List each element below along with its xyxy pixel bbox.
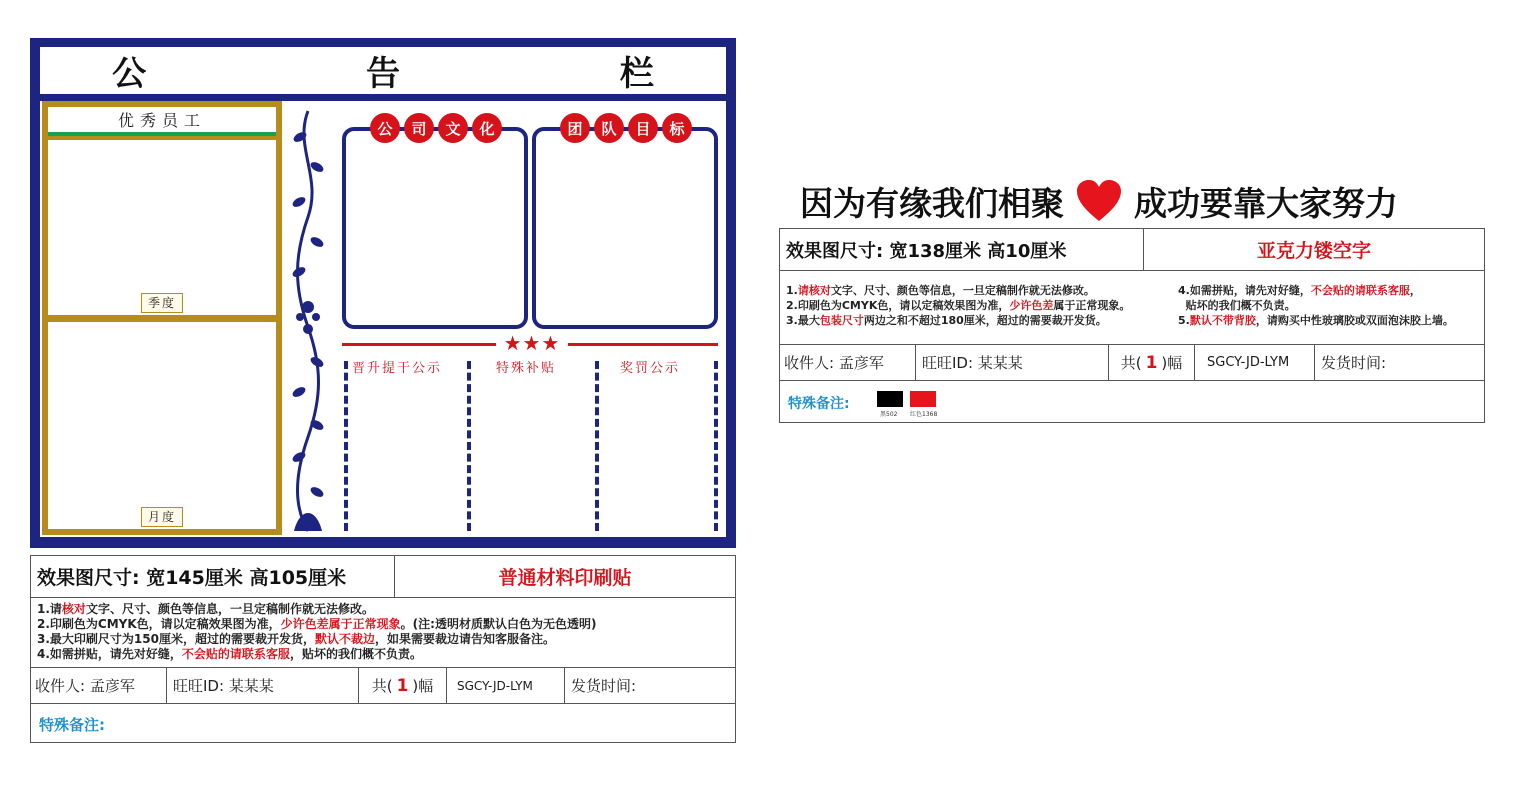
note-text: 。(注:透明材质默认白色为无色透明) <box>400 617 597 631</box>
notes-list <box>37 602 731 662</box>
ship-time-label: 发货时间: <box>571 677 637 695</box>
order-code: SGCY-JD-LYM <box>1195 345 1315 380</box>
piece-count <box>359 668 447 703</box>
note-text: ，如果需要裁边请告知客服备注。 <box>374 632 555 646</box>
note-line <box>1178 298 1482 313</box>
note-highlight: 少许色差属于正常现象 <box>280 617 401 631</box>
wangwang-id-text: 旺旺ID: 某某某 <box>916 345 1109 380</box>
note-text: 属于正常现象。 <box>1053 299 1131 312</box>
note-highlight: 核对 <box>61 602 86 616</box>
note-text: 1. <box>786 284 798 297</box>
note-text: 文字、尺寸、颜色等信息，一旦定稿制作就无法修改。 <box>830 284 1095 297</box>
note-line <box>37 617 731 632</box>
order-info-table-2 <box>779 228 1485 423</box>
color-swatch-black <box>877 391 903 407</box>
count-value: 1 <box>1145 352 1158 373</box>
color-swatch-red <box>910 391 936 407</box>
culture-char: 司 <box>404 113 434 143</box>
recipient-text: 收件人: 孟彦军 <box>780 345 916 380</box>
recipient-row <box>31 668 735 704</box>
count-prefix: 共( <box>1120 354 1142 372</box>
note-highlight: 不会贴的请联系客服 <box>1310 284 1410 297</box>
recipient-row <box>780 345 1484 381</box>
note-highlight: 少许色差 <box>1009 299 1054 312</box>
note-highlight: 默认不裁边 <box>314 632 375 646</box>
culture-char: 公 <box>370 113 400 143</box>
note-highlight: 默认不带背胶 <box>1189 314 1256 327</box>
notes-row <box>780 271 1484 345</box>
note-line <box>1178 283 1482 298</box>
team-goal-label <box>560 113 692 143</box>
count-prefix: 共( <box>371 677 393 695</box>
note-line <box>37 602 731 617</box>
bulletin-board <box>30 38 758 548</box>
note-text: 2.印刷色为CMYK色，请以定稿效果图为准， <box>786 299 1010 312</box>
note-line <box>786 313 1176 328</box>
promotion-notice-label: 晋升提干公示 <box>352 361 443 376</box>
board-title <box>40 47 758 94</box>
size-row <box>31 556 735 598</box>
heart-icon <box>1074 178 1124 224</box>
notes-row <box>31 598 735 668</box>
note-line <box>786 298 1176 313</box>
special-note-label: 特殊备注: <box>39 715 105 734</box>
size-row <box>780 229 1484 271</box>
board-body <box>40 101 726 537</box>
special-subsidy-label: 特殊补贴 <box>496 361 557 376</box>
note-text: 1.请 <box>37 602 62 616</box>
reward-penalty-label: 奖罚公示 <box>620 361 681 376</box>
month-panel <box>48 322 276 529</box>
count-suffix: )幅 <box>1161 354 1183 372</box>
note-text: 3.最大 <box>786 314 820 327</box>
goal-char: 标 <box>662 113 692 143</box>
goal-char: 目 <box>628 113 658 143</box>
goal-char: 队 <box>594 113 624 143</box>
excellent-staff-frame <box>42 101 282 535</box>
note-text: ，请购买中性玻璃胶或双面泡沫胶上墙。 <box>1255 314 1454 327</box>
note-text: 4.如需拼贴，请先对好缝， <box>1178 284 1311 297</box>
dashed-column-border <box>344 361 348 531</box>
month-tag: 月度 <box>141 507 183 527</box>
star-row: ★★★ <box>496 331 568 355</box>
slogan-right: 成功要靠大家努力 <box>1134 183 1398 223</box>
swatch-label: 红色1368 <box>910 411 938 418</box>
culture-char: 化 <box>472 113 502 143</box>
quarter-panel <box>48 140 276 315</box>
team-goal-box <box>532 127 718 329</box>
slogan-left: 因为有缘我们相聚 <box>800 183 1064 223</box>
notes-list-right <box>1178 283 1482 328</box>
order-code: SGCY-JD-LYM <box>447 668 565 703</box>
board-title-text: 公 告 栏 <box>112 54 758 94</box>
note-line <box>786 283 1176 298</box>
quarter-tag: 季度 <box>141 293 183 313</box>
material-text: 普通材料印刷贴 <box>498 567 632 589</box>
floral-vine-decoration <box>290 107 326 533</box>
special-note-row <box>780 381 1484 424</box>
wangwang-id-text: 旺旺ID: 某某某 <box>167 668 359 703</box>
note-text: 两边之和不超过180厘米，超过的需要裁开发货。 <box>863 314 1107 327</box>
note-highlight: 请核对 <box>797 284 831 297</box>
ship-time-label: 发货时间: <box>1321 354 1387 372</box>
note-line <box>37 632 731 647</box>
goal-char: 团 <box>560 113 590 143</box>
company-culture-label <box>370 113 502 143</box>
note-line <box>37 647 731 662</box>
note-text: 文字、尺寸、颜色等信息，一旦定稿制作就无法修改。 <box>85 602 374 616</box>
count-value: 1 <box>396 675 409 696</box>
special-note-row <box>31 704 735 744</box>
note-highlight: 不会贴的请联系客服 <box>181 647 290 661</box>
note-line <box>1178 313 1482 328</box>
special-note-label: 特殊备注: <box>788 395 850 412</box>
size-text: 效果图尺寸: 宽138厘米 高10厘米 <box>780 229 1144 270</box>
size-text: 效果图尺寸: 宽145厘米 高105厘米 <box>31 556 395 597</box>
note-text: ，贴坏的我们概不负责。 <box>289 647 422 661</box>
order-info-table-1 <box>30 555 736 743</box>
note-text: 4.如需拼贴，请先对好缝， <box>37 647 182 661</box>
note-text: ， <box>1409 284 1421 297</box>
dashed-column-border <box>595 361 599 531</box>
piece-count <box>1109 345 1195 380</box>
note-text: 贴坏的我们概不负责。 <box>1178 299 1296 312</box>
note-highlight: 包装尺寸 <box>819 314 864 327</box>
dashed-column-border <box>467 361 471 531</box>
swatch-label: 黑502 <box>880 411 898 418</box>
slogan <box>800 178 1480 224</box>
note-text: 5. <box>1178 314 1190 327</box>
note-text: 3.最大印刷尺寸为150厘米，超过的需要裁开发货， <box>37 632 315 646</box>
count-suffix: )幅 <box>412 677 434 695</box>
material-text: 亚克力镂空字 <box>1256 240 1371 262</box>
note-text: 2.印刷色为CMYK色，请以定稿效果图为准， <box>37 617 281 631</box>
recipient-text: 收件人: 孟彦军 <box>31 668 167 703</box>
notes-list-left <box>786 283 1176 328</box>
culture-char: 文 <box>438 113 468 143</box>
company-culture-box <box>342 127 528 329</box>
excellent-staff-header: 优秀员工 <box>48 107 276 136</box>
dashed-column-border <box>714 361 718 531</box>
